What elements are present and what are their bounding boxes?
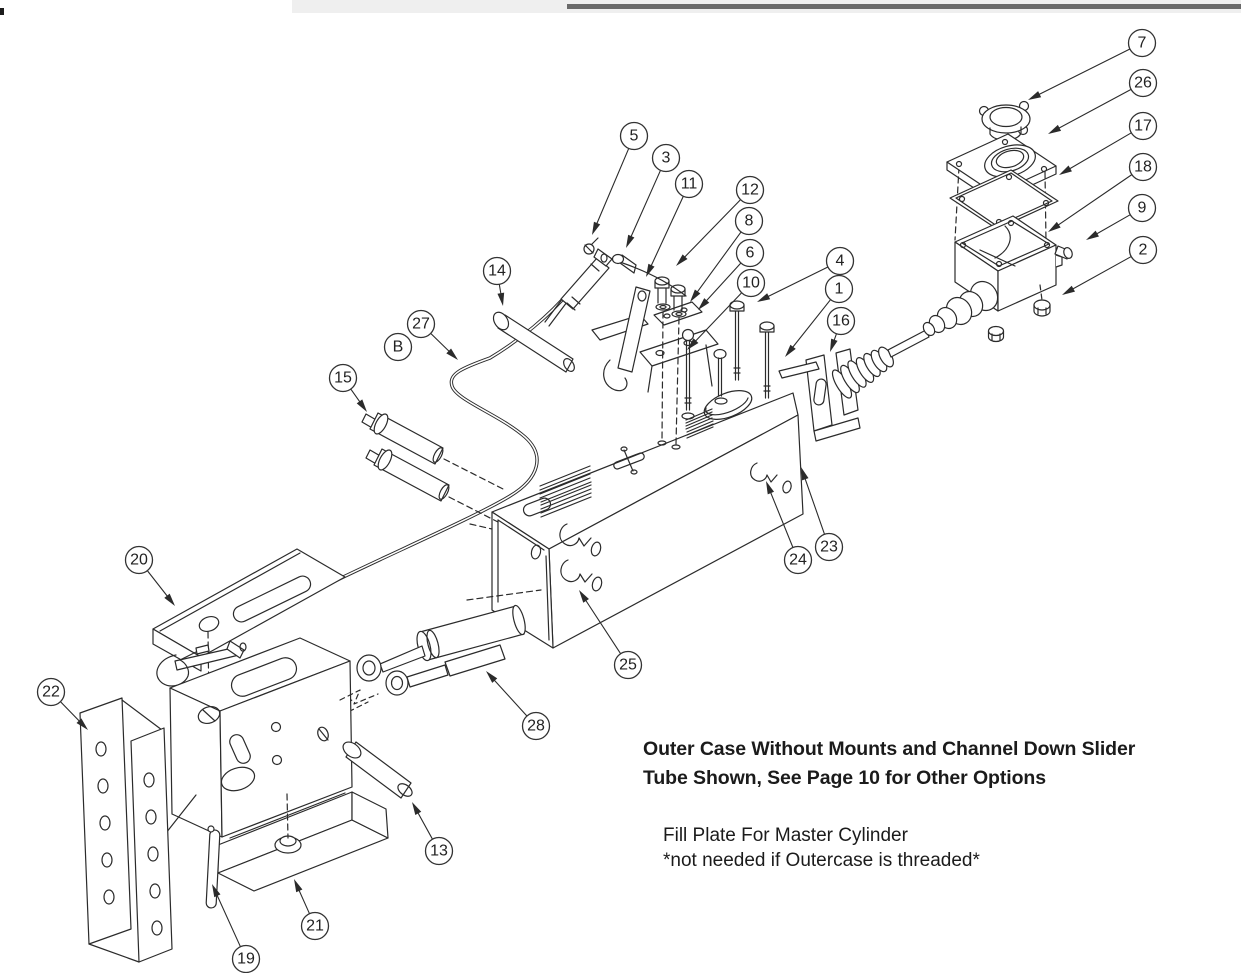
callout-28 [523,713,550,740]
svg-text:12: 12 [741,181,759,199]
clevis-pin [490,309,576,373]
svg-text:21: 21 [306,917,324,935]
callout-18 [1130,154,1157,181]
svg-text:B: B [392,338,404,356]
callout-6 [737,240,764,267]
svg-text:18: 18 [1134,158,1152,176]
svg-text:11: 11 [680,175,698,193]
callout-7 [1129,30,1156,57]
slider-channel-assembly [166,638,388,908]
svg-text:22: 22 [42,683,60,701]
svg-text:26: 26 [1134,74,1152,92]
callout-17 [1130,113,1157,140]
callout-25 [615,652,642,679]
note-outer-case-line2: Tube Shown, See Page 10 for Other Options [643,767,1046,789]
svg-text:16: 16 [832,312,850,330]
callout-22 [38,679,65,706]
svg-text:19: 19 [237,950,255,968]
svg-text:13: 13 [430,842,448,860]
callout-12 [737,177,764,204]
svg-text:24: 24 [789,551,807,569]
svg-text:3: 3 [661,149,671,167]
clevis-assembly [545,238,636,326]
svg-text:25: 25 [619,656,637,674]
note-fill-plate-line2: *not needed if Outercase is threaded* [663,850,980,871]
svg-text:7: 7 [1137,34,1147,52]
shock-absorber [332,604,528,714]
callout-5 [621,123,648,150]
svg-text:10: 10 [742,274,760,292]
svg-text:17: 17 [1134,117,1152,135]
note-fill-plate [663,823,980,873]
callout-11 [676,171,703,198]
svg-text:2: 2 [1138,241,1148,259]
svg-text:6: 6 [745,244,755,262]
callout-4 [827,248,854,275]
callout-9 [1129,195,1156,222]
callout-14 [484,258,511,285]
callout-21 [302,913,329,940]
svg-text:20: 20 [130,551,148,569]
callout-15 [330,365,357,392]
callout-1 [826,276,853,303]
callout-B [385,334,412,361]
callout-16 [828,308,855,335]
master-cylinder-assembly [921,102,1074,342]
note-outer-case [643,735,1135,793]
callout-26 [1130,70,1157,97]
callout-27 [408,311,435,338]
callout-3 [653,145,680,172]
callout-10 [738,270,765,297]
callout-20 [126,547,153,574]
svg-text:14: 14 [488,262,506,280]
callout-19 [233,946,260,973]
svg-text:15: 15 [334,369,352,387]
svg-text:5: 5 [629,127,639,145]
adjustment-bracket [80,698,172,962]
pushrod-spring-and-latch-bracket [779,330,929,441]
svg-text:9: 9 [1137,199,1147,217]
note-fill-plate-line1: Fill Plate For Master Cylinder [663,825,908,846]
callout-13 [426,838,453,865]
callout-24 [785,547,812,574]
rollers [362,412,505,522]
callout-2 [1130,237,1157,264]
callout-8 [736,208,763,235]
note-outer-case-line1: Outer Case Without Mounts and Channel Down Slider [643,738,1136,760]
callout-23 [816,534,843,561]
svg-text:28: 28 [527,717,545,735]
svg-text:27: 27 [412,315,430,333]
svg-text:4: 4 [835,252,845,270]
svg-text:1: 1 [834,280,844,298]
svg-text:8: 8 [744,212,754,230]
svg-text:23: 23 [820,538,838,556]
